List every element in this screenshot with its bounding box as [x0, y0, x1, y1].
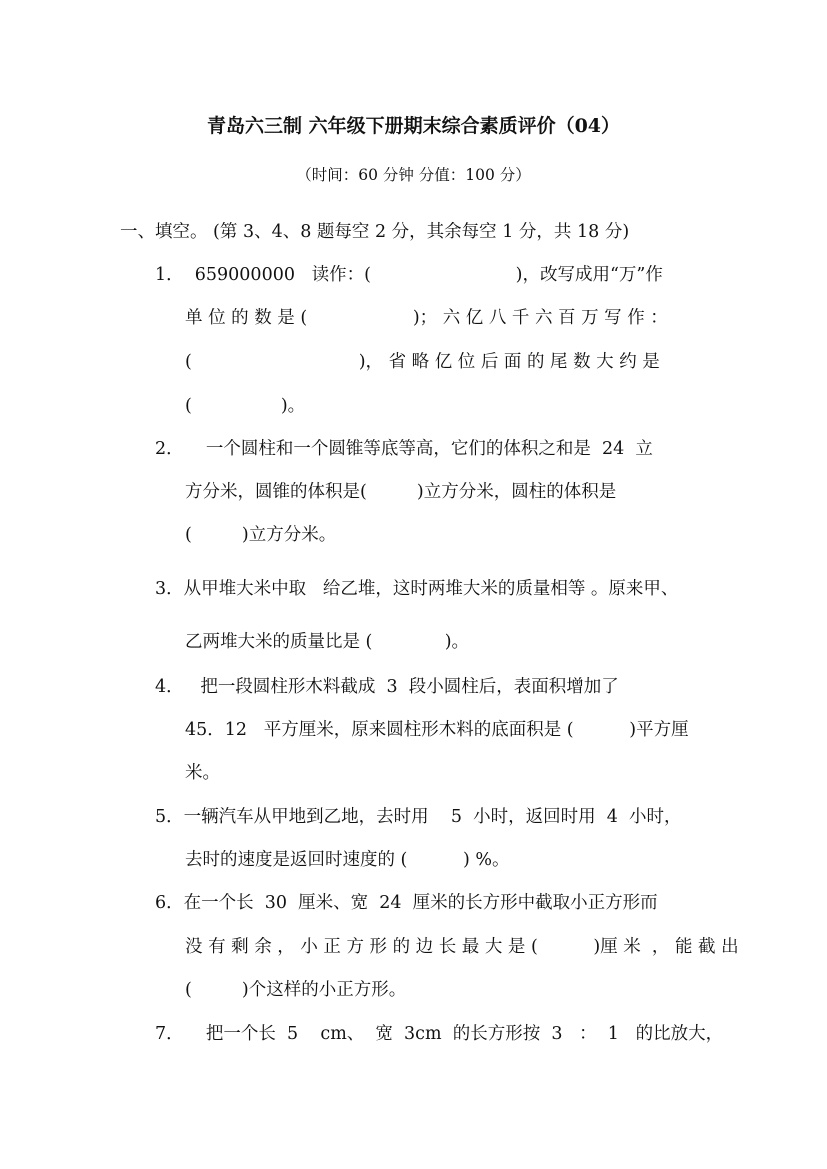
exam-time-and-score: （时间：60 分钟 分值：100 分） [296, 166, 531, 184]
question-7-line-1: 7． 把一个长 5 cm、 宽 3cm 的长方形按 3 ： 1 的比放大， [155, 1024, 724, 1044]
question-6-line-1: 6．在一个长 30 厘米、宽 24 厘米的长方形中截取小正方形而 [155, 893, 658, 913]
question-3-line-2: 乙两堆大米的质量比是 ( )。 [185, 632, 470, 652]
question-4-line-2: 45．12 平方厘米，原来圆柱形木料的底面积是 ( )平方厘 [185, 720, 689, 740]
question-2-line-3: ( )立方分米。 [185, 525, 337, 545]
question-1-line-3: ( )， 省 略 亿 位 后 面 的 尾 数 大 约 是 [185, 352, 660, 372]
question-2-line-2: 方分米，圆锥的体积是( )立方分米，圆柱的体积是 [185, 482, 617, 502]
question-4-line-3: 米。 [185, 763, 220, 783]
question-6-line-2: 没 有 剩 余 ， 小 正 方 形 的 边 长 最 大 是 ( )厘 米 ， 能 截 出 [185, 937, 739, 957]
question-3-line-1: 3．从甲堆大米中取 给乙堆，这时两堆大米的质量相等 。原来甲、 [155, 579, 679, 599]
page-title: 青岛六三制 六年级下册期末综合素质评价（04） [206, 115, 621, 137]
question-1-line-4: ( )。 [185, 396, 306, 416]
question-5-line-2: 去时的速度是返回时速度的 ( ) %。 [185, 850, 510, 870]
question-1-line-2: 单 位 的 数 是 ( )； 六 亿 八 千 六 百 万 写 作 ： [185, 308, 668, 328]
question-5-line-1: 5．一辆汽车从甲地到乙地，去时用 5 小时，返回时用 4 小时， [155, 807, 682, 827]
question-1-line-1: 1． 659000000 读作：( )，改写成用“万”作 [155, 265, 663, 285]
question-2-line-1: 2． 一个圆柱和一个圆锥等底等高，它们的体积之和是 24 立 [155, 439, 653, 459]
section-heading: 一、填空。 (第 3、4、8 题每空 2 分，其余每空 1 分，共 18 分) [120, 222, 630, 242]
question-4-line-1: 4． 把一段圆柱形木料截成 3 段小圆柱后，表面积增加了 [155, 677, 619, 697]
question-6-line-3: ( )个这样的小正方形。 [185, 980, 407, 1000]
